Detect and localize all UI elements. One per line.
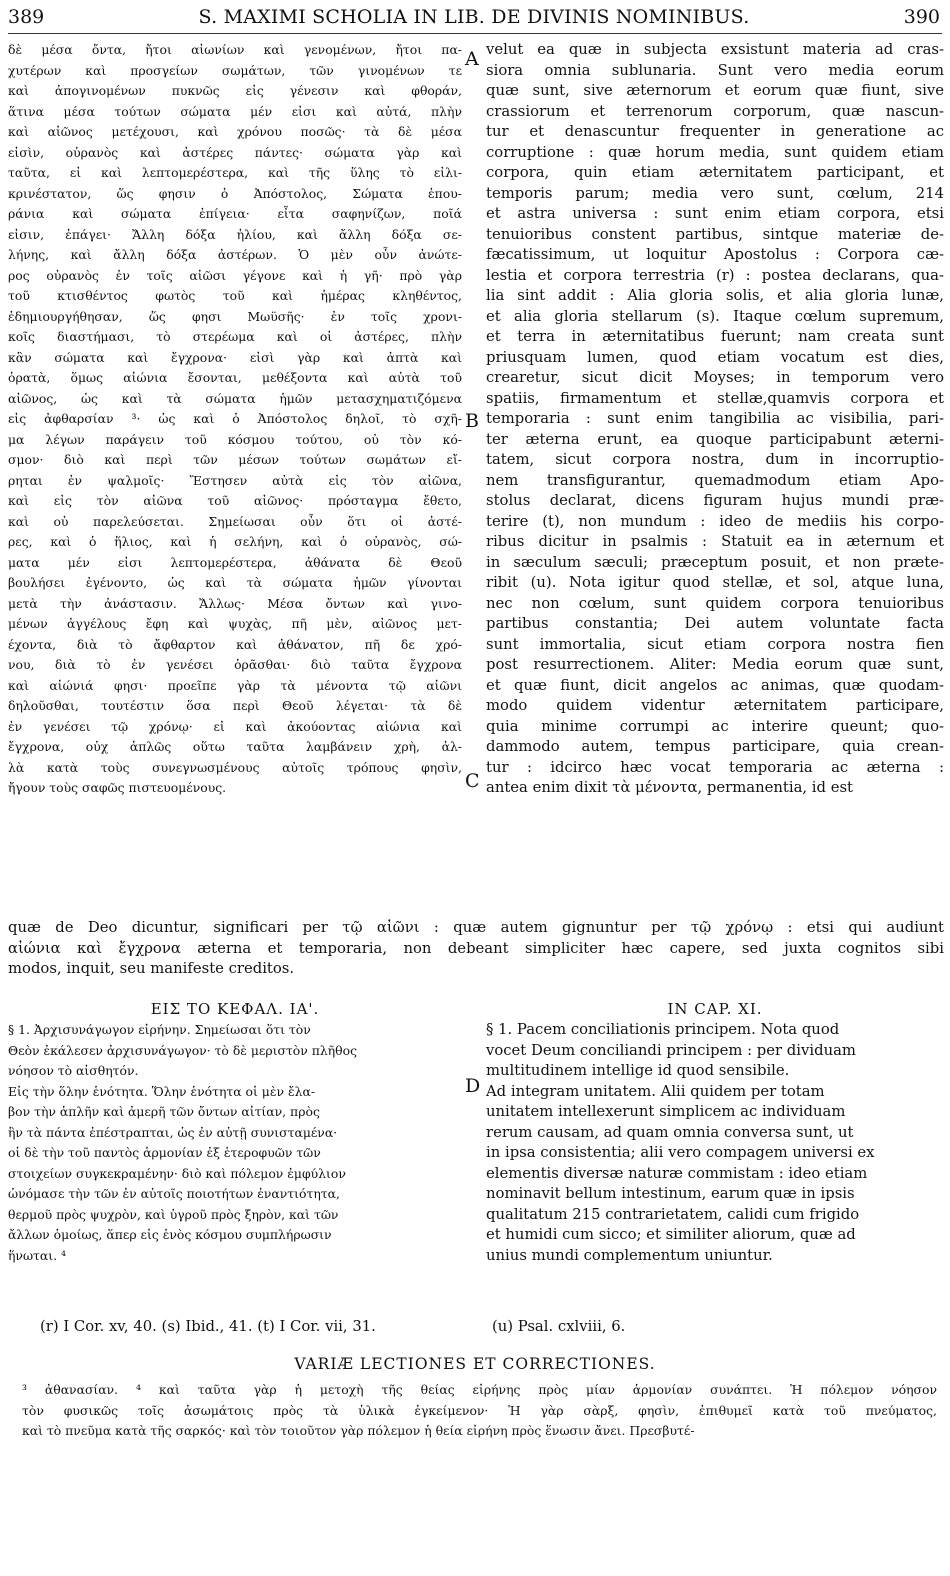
text-line: unitatem intellexerunt simplicem ac individuam xyxy=(486,1103,846,1120)
text-line: ἐδημιουργήθησαν, ὥς φησι Μωϋσῆς· ἐν τοῖς χρονι- xyxy=(8,308,462,324)
page-number-left: 389 xyxy=(8,6,45,28)
text-line: νόησον τὸ αἰσθητόν. xyxy=(8,1063,139,1078)
text-line: ἥνωται. ⁴ xyxy=(8,1247,66,1263)
text-line: sunt immortalia, sicut etiam corpora nostra fien xyxy=(486,635,944,653)
text-line: εἰσιν, ἐπάγει· Ἄλλη δόξα ἡλίου, καὶ ἄλλη δόξα σε- xyxy=(8,226,462,242)
text-line: ribit (u). Nota igitur quod stellæ, et sol, atque luna, xyxy=(486,574,944,591)
text-line: tur : idcirco hæc vocat temporaria ac æterna : xyxy=(486,758,944,776)
text-line: ἅτινα μέσα τούτων σώματα μέν εἰσι καὶ αὐτά, πλὴν xyxy=(8,103,462,119)
greek-column-top xyxy=(8,40,462,799)
text-line: ματα μέν εἰσι λεπτομερέστερα, ἀθάνατα δὲ Θεοῦ xyxy=(8,554,462,570)
text-line: τοῦ κτισθέντος φωτὸς τοῦ καὶ ἡμέρας κληθέντος, xyxy=(8,288,462,303)
text-line: κοῖς διαστήμασι, τὸ στερέωμα καὶ οἱ ἀστέρες, πλὴν xyxy=(8,329,462,344)
latin-column-top xyxy=(486,40,944,799)
text-line: ἣν τὰ πάντα ἐπέστραπται, ὡς ἐν αὐτῇ συνισταμένα· xyxy=(8,1124,338,1140)
text-line: quia minime corrumpi ac interire queunt; quo- xyxy=(486,717,944,735)
citation-notes-right: (u) Psal. cxlviii, 6. xyxy=(492,1318,626,1335)
text-line: αἰῶνος, ὡς καὶ τὰ σώματα ἡμῶν μετασχηματιζόμενα xyxy=(8,390,462,406)
citation-notes-left: (r) I Cor. xv, 40. (s) Ibid., 41. (t) I Cor. vii, 31. xyxy=(40,1318,376,1335)
text-line: dammodo autem, tempus participare, quia crean- xyxy=(486,738,944,755)
text-line: nec non cœlum, sunt quidem corpora tenuioribus xyxy=(486,594,944,612)
text-line: rerum causam, ad quam omnia conversa sunt, ut xyxy=(486,1123,854,1141)
text-line: εἰς ἀφθαρσίαν ³· ὡς καὶ ὁ Ἀπόστολος δηλοῖ, τὸ σχῆ- xyxy=(8,411,462,426)
text-line: crearetur, sicut dicit Moyses; in temporum vero xyxy=(486,369,944,386)
text-line: tenuioribus constent partibus, sintque materiæ de- xyxy=(486,225,944,243)
text-line: ράνια καὶ σώματα ἐπίγεια· εἶτα σαφηνίζων, ποῖά xyxy=(8,206,462,221)
text-line: θερμοῦ πρὸς ψυχρὸν, καὶ ὑγροῦ πρὸς ξηρὸν, καὶ τῶν xyxy=(8,1206,339,1222)
text-line: καὶ αἰώνιά φησι· προεῖπε γὰρ τὰ μένοντα τῷ αἰῶνι xyxy=(8,677,462,693)
text-line: temporaria : sunt enim tangibilia ac visibilia, pari- xyxy=(486,410,944,427)
text-line: et humidi cum sicco; et similiter aliorum, quæ ad xyxy=(486,1226,856,1243)
text-line: tatem, sicut corpora nostra, dum in incorruptio- xyxy=(486,451,944,468)
text-line: velut ea quæ in subjecta exsistunt materia ad cras- xyxy=(486,41,944,58)
text-line: νου, διὰ τὸ ἐν γενέσει ὁρᾶσθαι· διὸ ταῦτα ἔγχρονα xyxy=(8,657,462,672)
text-line: ἔγχρονα, οὐχ ἁπλῶς οὕτω ταῦτα λαμβάνειν χρὴ, ἀλ- xyxy=(8,739,462,754)
text-line: Ad integram unitatem. Alii quidem per totam xyxy=(486,1082,825,1100)
text-line: Θεὸν ἐκάλεσεν ἀρχισυνάγωγον· τὸ δὲ μεριστὸν πλῆθος xyxy=(8,1042,358,1058)
page-header xyxy=(8,6,940,32)
text-line: ἄλλων ὁμοίως, ἅπερ εἰς ἑνὸς κόσμου συμπλήρωσιν xyxy=(8,1227,332,1242)
text-line: terire (t), non mundum : ideo de mediis his corpo- xyxy=(486,512,944,530)
text-line: quæ sunt, sive æternorum et eorum quæ fiunt, sive xyxy=(486,82,944,99)
text-line: fæcatissimum, ut loquitur Apostolus : Corpora cæ- xyxy=(486,246,944,263)
margin-marker-c: C xyxy=(465,770,480,792)
text-line: εἰσὶν, οὐρανὸς καὶ ἀστέρες πάντες· σώματα γὰρ καὶ xyxy=(8,144,462,160)
text-line: § 1. Ἀρχισυνάγωγον εἰρήνην. Σημείωσαι ὅτι τὸν xyxy=(8,1022,311,1037)
latin-column-bottom xyxy=(486,1020,944,1266)
variae-lectiones-text xyxy=(22,1380,937,1442)
variae-lectiones-title: VARIÆ LECTIONES ET CORRECTIONES. xyxy=(294,1355,656,1373)
text-line: ρος οὐρανὸς ἐν τοῖς αἰῶσι γέγονε καὶ ἡ γῆ· πρὸ γὰρ xyxy=(8,267,462,283)
text-line: Εἰς τὴν ὅλην ἑνότητα. Ὅλην ἑνότητα οἱ μὲν ἔλα- xyxy=(8,1083,316,1099)
text-line: χυτέρων καὶ προσγείων σωμάτων, τῶν γινομένων τε xyxy=(8,62,462,78)
text-line: siora omnia sublunaria. Sunt vero media eorum xyxy=(486,61,944,79)
margin-marker-b: B xyxy=(465,410,479,432)
text-line: καὶ οὐ παρελεύσεται. Σημείωσαι οὖν ὅτι οἱ ἀστέ- xyxy=(8,513,462,529)
text-line: crassiorum et terrenorum corporum, quæ nascun- xyxy=(486,102,944,120)
text-line: tur et denascuntur frequenter in generatione ac xyxy=(486,123,944,140)
text-line: elementis diversæ naturæ commistam : ideo etiam xyxy=(486,1164,868,1182)
text-line: ἤγουν τοὺς σαφῶς πιστευομένους. xyxy=(8,780,227,795)
text-line: δὲ μέσα ὄντα, ἤτοι αἰωνίων καὶ γενομένων, ἤτοι πα- xyxy=(8,42,462,57)
text-line: λήνης, καὶ ἄλλη δόξα ἀστέρων. Ὁ μὲν οὖν ἀνώτε- xyxy=(8,247,462,262)
margin-marker-a: A xyxy=(465,48,479,70)
text-line: ³ ἀθανασίαν. ⁴ καὶ ταῦτα γὰρ ἡ μετοχὴ τῆς θείας εἰρήνης πρὸς μίαν ἁρμονίαν συνάπτει. Ἡ πόλεμον νόησον xyxy=(22,1382,937,1397)
text-line: spatiis, firmamentum et stellæ,quamvis corpora et xyxy=(486,389,944,407)
text-line: lestia et corpora terrestria (r) : postea declarans, qua- xyxy=(486,266,944,284)
text-line: temporis parum; media vero sunt, cœlum, 214 xyxy=(486,184,944,202)
text-line: quæ de Deo dicuntur, significari per τῷ αἰῶνι : quæ autem gignuntur per τῷ χρόνῳ : etsi qui audiunt xyxy=(8,919,944,936)
text-line: μένων ἀγγέλους ἔφη καὶ ψυχὰς, πῆ μὲν, αἰῶνος μετ- xyxy=(8,616,462,631)
header-rule xyxy=(8,33,942,34)
text-line: priusquam lumen, quod etiam vocatum est dies, xyxy=(486,348,944,366)
text-line: modo quidem videntur æternitatem participare, xyxy=(486,697,944,714)
text-line: μετὰ τὴν ἀνάστασιν. Ἄλλως· Μέσα ὄντων καὶ γινο- xyxy=(8,595,462,611)
text-line: nominavit bellum intestinum, earum quæ in ipsis xyxy=(486,1185,855,1202)
section-title-greek: ΕΙΣ ΤΟ ΚΕΦΑΛ. ΙΑ'. xyxy=(150,1000,320,1018)
text-line: vocet Deum conciliandi principem : per dividuam xyxy=(486,1041,856,1059)
text-line: βον τὴν ἁπλῆν καὶ ἀμερῆ τῶν ὄντων αἰτίαν, πρὸς xyxy=(8,1104,320,1119)
greek-column-bottom xyxy=(8,1020,462,1266)
text-line: ter æterna erunt, ea quoque participabunt æterni- xyxy=(486,430,944,448)
text-line: stolus declarat, dicens figuram hujus mundi præ- xyxy=(486,492,944,509)
margin-marker-d: D xyxy=(465,1075,481,1097)
text-line: τὸν φυσικῶς τοῖς ἀσωμάτοις πρὸς τὰ ὑλικὰ ἐγκείμενον· Ἡ γὰρ σὰρξ, φησὶν, ἐπιθυμεῖ κατὰ τοῦ πνεύματος, xyxy=(22,1402,937,1418)
text-line: partibus constantia; Dei autem voluntate facta xyxy=(486,615,944,632)
text-line: έχοντα, διὰ τὸ ἄφθαρτον καὶ ἀθάνατον, πῆ δε χρό- xyxy=(8,636,462,652)
text-line: ρες, καὶ ὁ ἥλιος, καὶ ἡ σελήνη, καὶ ὁ οὐρανὸς, σώ- xyxy=(8,534,462,549)
full-width-paragraph xyxy=(8,918,944,980)
text-line: unius mundi complementum uniuntur. xyxy=(486,1246,773,1264)
text-line: δηλοῦσθαι, τουτέστιν ὅσα περὶ Θεοῦ λέγεται· τὰ δὲ xyxy=(8,698,462,713)
text-line: et quæ fiunt, dicit angelos ac animas, quæ quodam- xyxy=(486,676,944,694)
text-line: ribus dicitur in psalmis : Statuit ea in æternum et xyxy=(486,533,944,550)
text-line: § 1. Pacem conciliationis principem. Nota quod xyxy=(486,1021,840,1038)
text-line: corpora, quin etiam æternitatem participant, et xyxy=(486,164,944,181)
text-line: μα λέγων παράγειν τοῦ κόσμου τούτου, οὐ τὸν κό- xyxy=(8,431,462,447)
text-line: λὰ κατὰ τοὺς συνεγνωσμένους αὐτοῖς τρόπους φησὶν, xyxy=(8,759,462,775)
page-number-right: 390 xyxy=(903,6,940,28)
text-line: et astra universa : sunt enim etiam corpora, etsi xyxy=(486,205,944,222)
text-line: corruptione : quæ horum media, sunt quidem etiam xyxy=(486,143,944,161)
text-line: antea enim dixit τὰ μένοντα, permanentia, id est xyxy=(486,779,853,796)
text-line: αἰώνια καὶ ἔγχρονα æterna et temporaria, non debeant simpliciter hæc capere, sed juxta cognitos sibi xyxy=(8,939,944,957)
running-title: S. MAXIMI SCHOLIA IN LIB. DE DIVINIS NOMINIBUS. xyxy=(198,6,750,28)
text-line: ὁρατὰ, ὅμως αἰώνια ἔσονται, μεθέξοντα καὶ αὐτὰ τοῦ xyxy=(8,370,462,385)
text-line: οἱ δὲ τὴν τοῦ παντὸς ἁρμονίαν ἐξ ἑτεροφυῶν τῶν xyxy=(8,1145,321,1160)
text-line: καὶ τὸ πνεῦμα κατὰ τῆς σαρκός· καὶ τὸν τοιοῦτον γὰρ πόλεμον ἡ θεία εἰρήνη πρὸς ἕνωσιν ἄνει. Πρεσβυτέ- xyxy=(22,1423,695,1438)
text-line: ἐν γενέσει τῷ χρόνῳ· εἰ καὶ ἀκούοντας αἰώνια καὶ xyxy=(8,718,462,734)
text-line: et terra in æternitatibus fuerunt; nam creata sunt xyxy=(486,328,944,345)
text-line: ταῦτα, εἰ καὶ λεπτομερέστερα, καὶ τῆς ὕλης τὸ εἰλι- xyxy=(8,165,462,180)
section-title-latin: IN CAP. XI. xyxy=(667,1000,763,1018)
text-line: βουλήσει ἐγένοντο, ὡς καὶ τὰ σώματα ἡμῶν γίνονται xyxy=(8,575,462,590)
text-line: et alia gloria stellarum (s). Itaque cœlum supremum, xyxy=(486,307,944,325)
text-line: κἂν σώματα καὶ ἔγχρονα· εἰσὶ γὰρ καὶ ἁπτὰ καὶ xyxy=(8,349,462,365)
text-line: καὶ αἰῶνος μετέχουσι, καὶ χρόνου ποσῶς· τὰ δὲ μέσα xyxy=(8,124,462,139)
text-line: qualitatum 215 contrarietatem, calidi cum frigido xyxy=(486,1205,860,1223)
text-line: καὶ εἰς τὸν αἰῶνα τοῦ αἰῶνος· πρόσταγμα ἔθετο, xyxy=(8,493,462,508)
text-line: σμον· διὸ καὶ περὶ τῶν μέσων τούτων σωμάτων εἴ- xyxy=(8,452,462,467)
text-line: modos, inquit, seu manifeste creditos. xyxy=(8,960,295,977)
text-line: ὠνόμασε τὴν τῶν ἐν αὐτοῖς ποιοτήτων ἐναντιότητα, xyxy=(8,1186,340,1201)
text-line: post resurrectionem. Aliter: Media eorum quæ sunt, xyxy=(486,656,944,673)
text-line: in ipsa consistentia; alii vero compagem universi ex xyxy=(486,1144,875,1161)
text-line: καὶ ἀπογινομένων πυκνῶς εἰς γένεσιν καὶ φθοράν, xyxy=(8,83,462,98)
text-line: in sæculum sæculi; præceptum posuit, et non præte- xyxy=(486,553,944,571)
text-line: κρινέστατον, ὥς φησιν ὁ Ἀπόστολος, Σώματα ἐπου- xyxy=(8,185,462,201)
text-line: ρηται ἐν ψαλμοῖς· Ἔστησεν αὐτὰ εἰς τὸν αἰῶνα, xyxy=(8,472,462,488)
text-line: στοιχείων συγκεκραμένην· διὸ καὶ πόλεμον ἐμφύλιον xyxy=(8,1165,346,1181)
text-line: multitudinem intellige id quod sensibile. xyxy=(486,1062,790,1079)
text-line: lia sint addit : Alia gloria solis, et alia gloria lunæ, xyxy=(486,287,944,304)
text-line: nem transfigurantur, quemadmodum etiam Apo- xyxy=(486,471,944,489)
